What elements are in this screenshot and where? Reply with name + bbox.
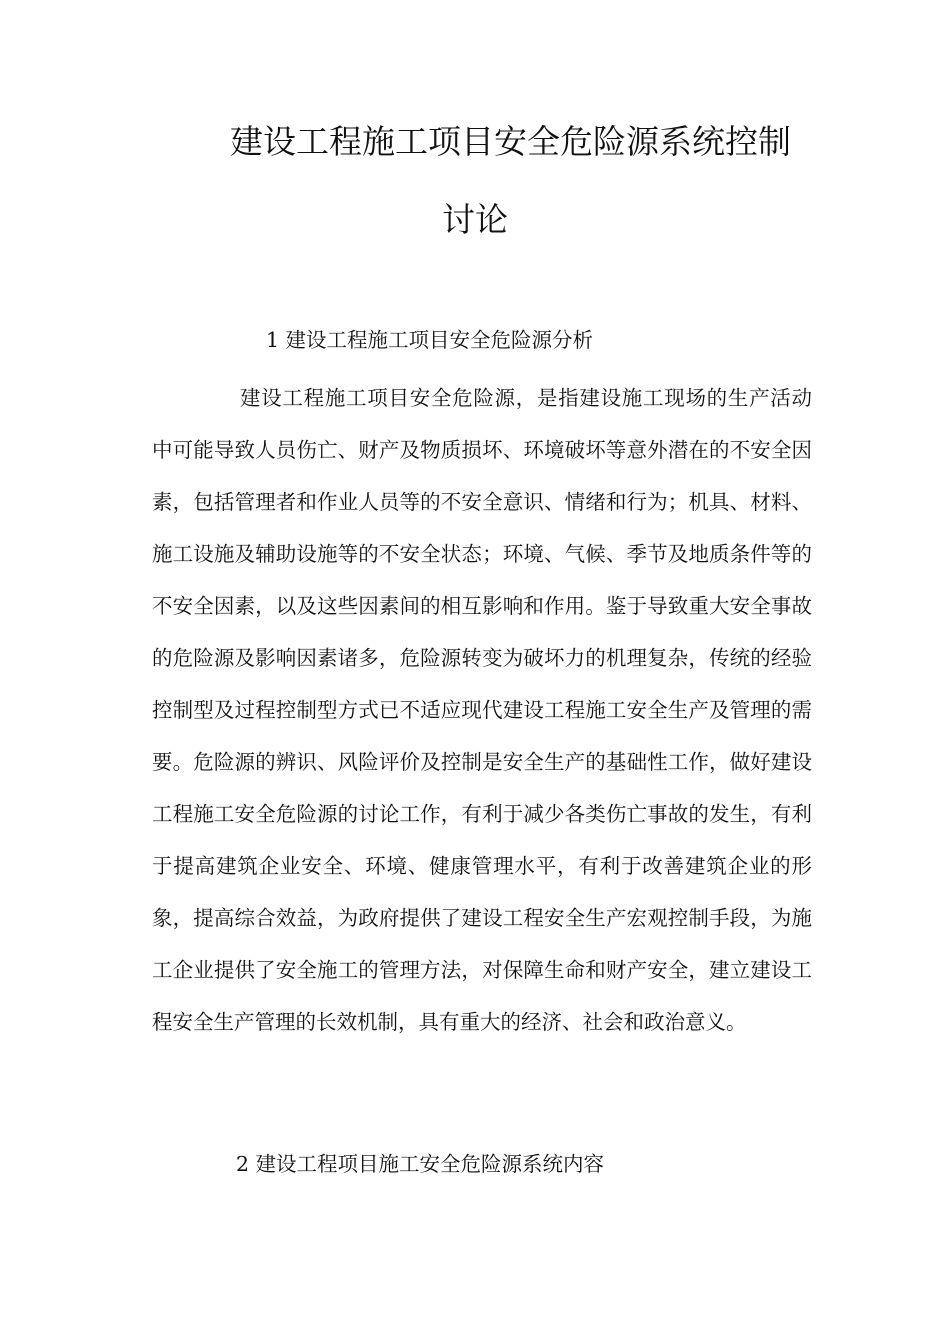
section-2-heading: 2 建设工程项目施工安全危险源系统内容 (236, 1152, 605, 1176)
document-title-line-1: 建设工程施工项目安全危险源系统控制 (230, 122, 791, 161)
section-1-heading: 1 建设工程施工项目安全危险源分析 (266, 328, 594, 352)
document-title-line-2: 讨论 (442, 200, 508, 239)
section-1-paragraph: 建设工程施工项目安全危险源，是指建设施工现场的生产活动中可能导致人员伤亡、财产及物质损坏、环境破坏等意外潜在的不安全因素，包括管理者和作业人员等的不安全意识、情绪和行为；机具、材料、施工设施及辅助设施等的不安全状态；环境、气候、季节及地质条件等的不安全因素，以及这些因素间的相互影响和作用。鉴于导致重大安全事故的危险源及影响因素诸多，危险源转变为破坏力的机理复杂，传统的经验控制型及过程控制型方式已不适应现代建设工程施工安全生产及管理的需要。危险源的辨识、风险评价及控制是安全生产的基础性工作，做好建设工程施工安全危险源的讨论工作，有利于减少各类伤亡事故的发生，有利于提高建筑企业安全、环境、健康管理水平，有利于改善建筑企业的形象，提高综合效益，为政府提供了建设工程安全生产宏观控制手段，为施工企业提供了安全施工的管理方法，对保障生命和财产安全，建立建设工程安全生产管理的长效机制，具有重大的经济、社会和政治意义。 (152, 386, 812, 1034)
